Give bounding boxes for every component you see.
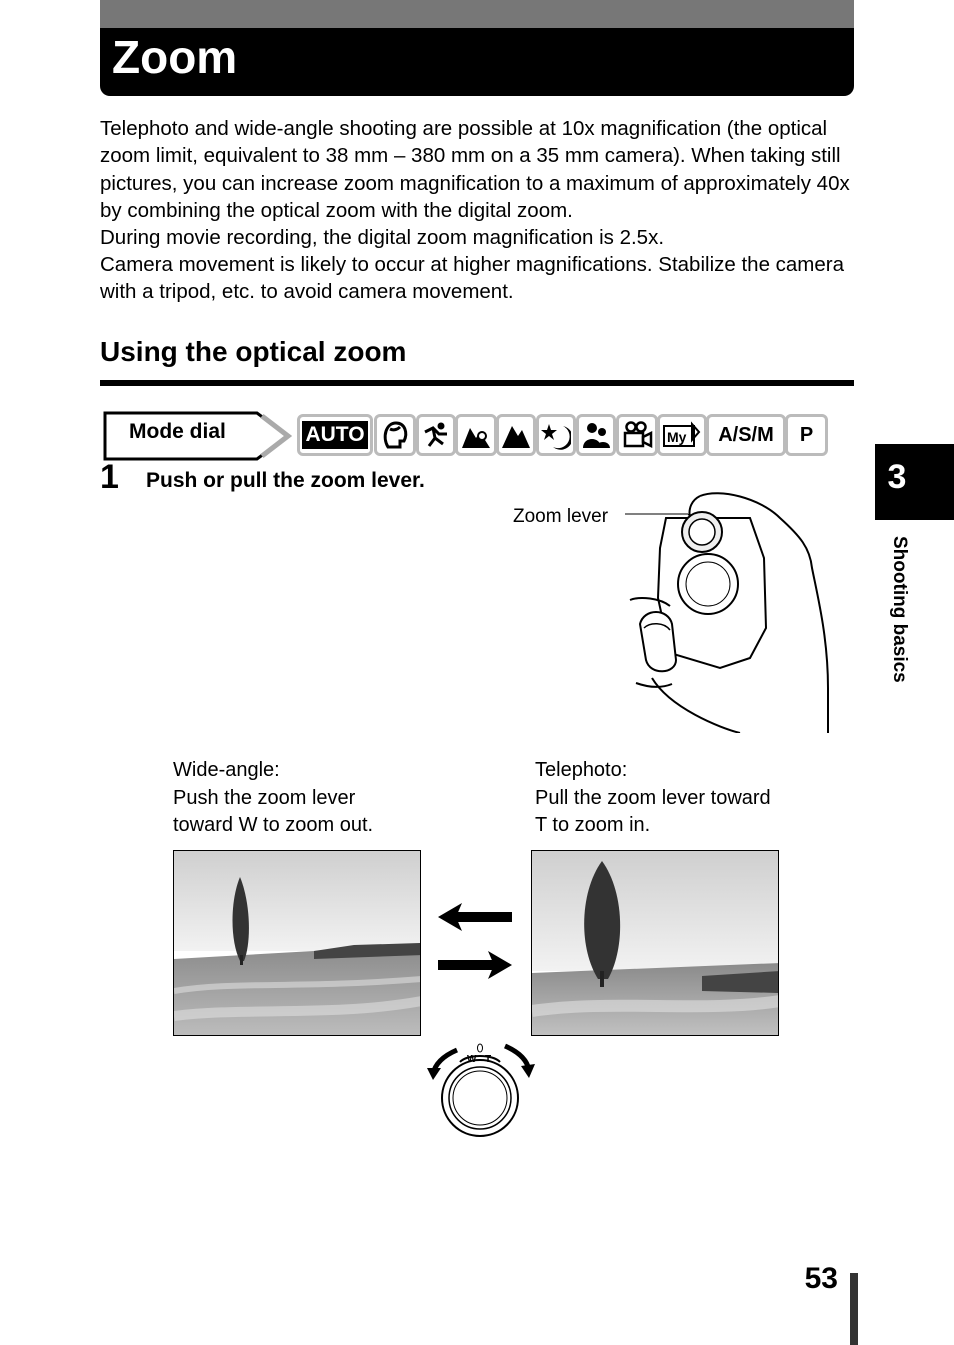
- zoom-dial-illustration: [425, 1040, 535, 1140]
- mode-landscape-portrait: [455, 414, 497, 456]
- tele-caption-line-3: T to zoom in.: [535, 814, 651, 836]
- page-number-bar: [850, 1273, 858, 1345]
- intro-paragraph-3: Camera movement is likely to occur at higher magnifications. Stabilize the camera with a tripod, etc. to avoid camera movement.: [100, 253, 845, 304]
- wide-caption-line-2: Push the zoom lever: [173, 786, 356, 809]
- wide-caption-line-1: Wide-angle:: [173, 759, 280, 781]
- rotate-left-arrow-icon: [427, 1068, 441, 1080]
- portrait-icon: [380, 419, 410, 451]
- wide-angle-caption: [173, 757, 473, 840]
- svg-text:My: My: [667, 429, 687, 445]
- mode-landscape: [496, 414, 536, 456]
- chapter-number: 3: [887, 458, 907, 496]
- mode-my: [657, 414, 707, 456]
- intro-paragraph-2: During movie recording, the digital zoom magnification is 2.5x.: [100, 226, 665, 249]
- camera-hand-illustration: [600, 488, 840, 733]
- dial-w-label: W: [467, 1054, 477, 1065]
- mode-portrait: [374, 414, 416, 456]
- mode-auto: [297, 414, 373, 456]
- movie-icon: [621, 420, 653, 450]
- chapter-label: Shooting basics: [889, 536, 910, 683]
- page-number: 53: [804, 1262, 838, 1295]
- wide-caption-line-3: toward W to zoom out.: [173, 814, 374, 836]
- step-text: Push or pull the zoom lever.: [146, 469, 425, 492]
- telephoto-photo: [531, 850, 779, 1036]
- telephoto-caption: [535, 757, 835, 840]
- title-bar-accent: [100, 0, 854, 28]
- mode-sports: [416, 414, 456, 456]
- arrow-left-icon: [438, 903, 512, 931]
- page-title: Zoom: [112, 31, 238, 83]
- night-scene-icon: [541, 420, 571, 450]
- auto-mode-icon: AUTO: [302, 421, 367, 449]
- wide-angle-photo: [173, 850, 421, 1036]
- mode-self-portrait: [576, 414, 616, 456]
- landscape-icon: [500, 420, 532, 450]
- sports-icon: [421, 420, 451, 450]
- section-heading: Using the optical zoom: [100, 336, 407, 367]
- mode-p-label: P: [799, 423, 814, 446]
- arrow-right-icon: [438, 951, 512, 979]
- mode-movie: [616, 414, 658, 456]
- dial-t-label: T: [485, 1054, 492, 1065]
- intro-paragraph-1: Telephoto and wide-angle shooting are possible at 10x magnification (the optical zoom limit, equivalent to 38 mm – 380 mm on a 35 mm camera). When taking still pictures, you can increase zoom magnification to a maximum of approximately 40x by combining the optical zoom with the digital zoom.: [100, 117, 850, 222]
- my-mode-icon: [662, 420, 702, 450]
- zoom-direction-arrows: [434, 900, 514, 980]
- mode-p: [785, 414, 828, 456]
- mode-asm: [706, 414, 786, 456]
- zoom-lever-label: Zoom lever: [513, 506, 609, 527]
- section-rule: [100, 380, 854, 386]
- mode-asm-label: A/S/M: [718, 423, 774, 446]
- step-number: 1: [100, 458, 119, 496]
- self-portrait-icon: [580, 420, 612, 450]
- rotate-right-arrow-icon: [521, 1064, 535, 1078]
- tele-caption-line-1: Telephoto:: [535, 759, 628, 781]
- mode-night-scene: [536, 414, 576, 456]
- mode-dial-label: Mode dial: [129, 420, 226, 443]
- tele-caption-line-2: Pull the zoom lever toward: [535, 786, 771, 809]
- landscape-portrait-icon: [460, 420, 492, 450]
